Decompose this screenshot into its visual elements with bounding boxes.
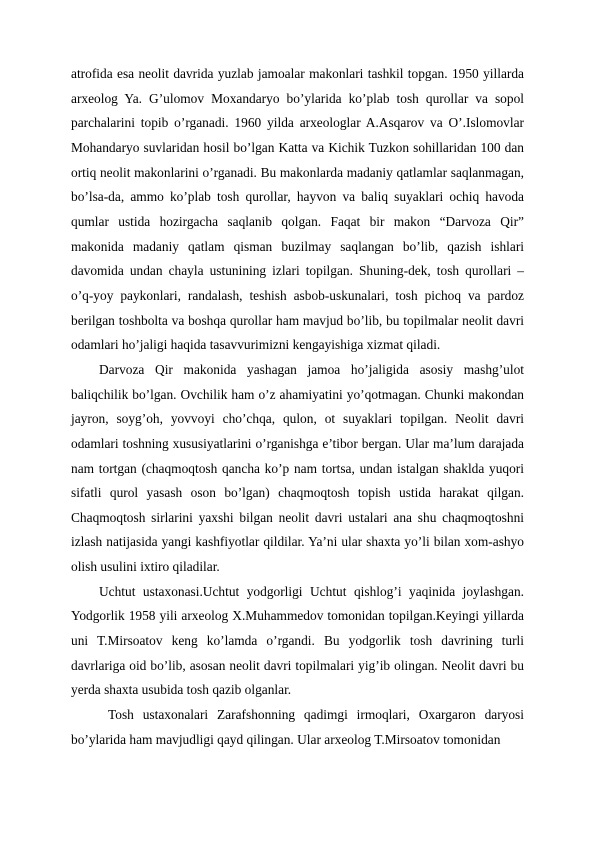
document-page — [71, 62, 524, 752]
paragraph-uchtut-ustaxonasi: Uchtut ustaxonasi.Uchtut yodgorligi Uchtut qishlog’i yaqinida joylashgan. Yodgorlik 1958 yili arxeolog X.Muhammedov tomonidan topilgan.Keyingi yillarda uni T.Mirsoatov keng ko’lamda o’rgandi. Bu yodgorlik tosh davrining turli davrlariga oid bo’lib, asosan neolit davri topilmalari yig’ib olingan. Neolit davri bu yerda shaxta usubida tosh qazib olganlar. — [71, 583, 524, 698]
paragraph-tosh-ustaxonalari: Tosh ustaxonalari Zarafshonning qadimgi irmoqlari, Oxargaron daryosi bo’ylarida ham mavjudligi qayd qilingan. Ular arxeolog T.Mirsoatov tomonidan — [71, 707, 524, 747]
paragraph-darvoza-qir: Darvoza Qir makonida yashagan jamoa ho’jaligida asosiy mashg’ulot baliqchilik bo’lgan. Ovchilik ham o’z ahamiyatini yo’qotmagan. Chunki makondan jayron, soyg’oh, yovvoyi cho’chqa, qulon, ot suyaklari topilgan. Neolit davri odamlari toshning xususiyatlarini o’rganishga e’tibor bergan. Ular ma’lum darajada nam tortgan (chaqmoqtosh qancha ko’p nam tortsa, undan istalgan shaklda yuqori sifatli qurol yasash oson bo’lgan) chaqmoqtosh topish ustida harakat qilgan. Chaqmoqtosh sirlarini yaxshi bilgan neolit davri ustalari ana shu chaqmoqtoshni izlash natijasida yangi kashfiyotlar qildilar. Ya’ni ular shaxta yo’li bilan xom-ashyo olish usulini ixtiro qiladilar. — [71, 361, 524, 575]
paragraph-neolit-makonlari: atrofida esa neolit davrida yuzlab jamoalar makonlari tashkil topgan. 1950 yillarda arxeolog Ya. G’ulomov Moxandaryo bo’ylarida ko’plab tosh qurollar va sopol parchalarini topib o’rganadi. 1960 yilda arxeologlar A.Asqarov va O’.Islomovlar Mohandaryo suvlaridan hosil bo’lgan Katta va Kichik Tuzkon sohillaridan 100 dan ortiq neolit makonlarini o’rganadi. Bu makonlarda madaniy qatlamlar saqlanmagan, bo’lsa-da, ammo ko’plab tosh qurollar, hayvon va baliq suyaklari ochiq havoda qumlar ustida hozirgacha saqlanib qolgan. Faqat bir makon “Darvoza Qir” makonida madaniy qatlam qisman buzilmay saqlangan bo’lib, qazish ishlari davomida undan chayla ustunining izlari topilgan. Shuning-dek, tosh qurollari – o’q-yoy paykonlari, randalash, teshish asbob-uskunalari, tosh pichoq va pardoz berilgan toshbolta va boshqa qurollar ham mavjud bo’lib, bu topilmalar neolit davri odamlari ho’jaligi haqida tasavvurimizni kengayishiga xizmat qiladi. — [71, 66, 524, 353]
